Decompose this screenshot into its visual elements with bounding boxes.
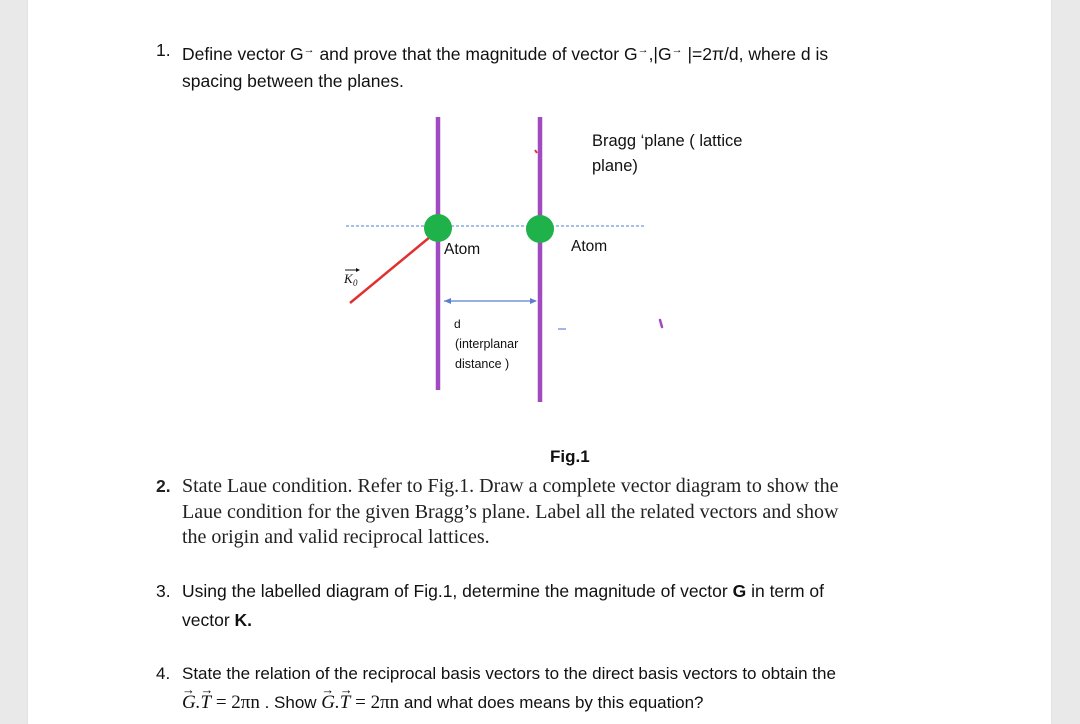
question-number: 4. [156,664,171,683]
stray-mark [535,150,537,153]
figure-caption: Fig.1 [550,447,590,466]
question-3 [156,577,922,635]
question-number: 3. [156,581,171,601]
question-4-line-2: → G.→ T = 2πn . Show → G.→ T = 2πn and what does means by this equation? [182,688,922,717]
question-3-line-2: vector K. [182,610,253,630]
question-number: 1. [156,40,171,60]
question-3-line-1: Using the labelled diagram of Fig.1, determine the magnitude of vector G in term of [182,581,825,601]
interplanar-label-line-2: distance ) [455,357,510,371]
bragg-plane-label-line-2: plane) [592,157,638,175]
question-4-line-1: State the relation of the reciprocal basis vectors to the direct basis vectors to obtain the [182,664,836,683]
distance-arrow-head-right [530,298,537,304]
distance-arrow-head-left [444,298,451,304]
interplanar-label-line-1: (interplanar [455,337,519,351]
k0-vector-arrow-head [356,268,360,272]
stray-mark [660,320,662,327]
document-page [28,0,1051,724]
question-2-line-2: Laue condition for the given Bragg’s plane. Label all the related vectors and show [182,500,839,523]
incident-ray-k0 [350,232,436,303]
question-2 [156,474,922,551]
question-number: 2. [156,476,171,496]
question-1-line-1: Define vector G→ and prove that the magnitude of vector G→,|G→ |=2π/d, where d is [182,44,829,64]
k0-subscript: 0 [353,278,358,288]
bragg-plane-label-line-1: Bragg ‘plane ( lattice [592,132,743,150]
question-2-line-3: the origin and valid reciprocal lattices. [182,526,490,548]
k0-label: K [344,271,353,286]
bragg-plane-figure [28,0,1051,460]
question-1-line-2: spacing between the planes. [182,71,404,91]
question-2-line-1: State Laue condition. Refer to Fig.1. Draw a complete vector diagram to show the [182,475,839,497]
atom-label-right: Atom [571,238,608,255]
d-label: d [454,317,461,331]
atom-label-left: Atom [444,241,481,258]
atom-left [424,214,452,242]
atom-right [526,215,554,243]
question-4 [156,659,922,717]
